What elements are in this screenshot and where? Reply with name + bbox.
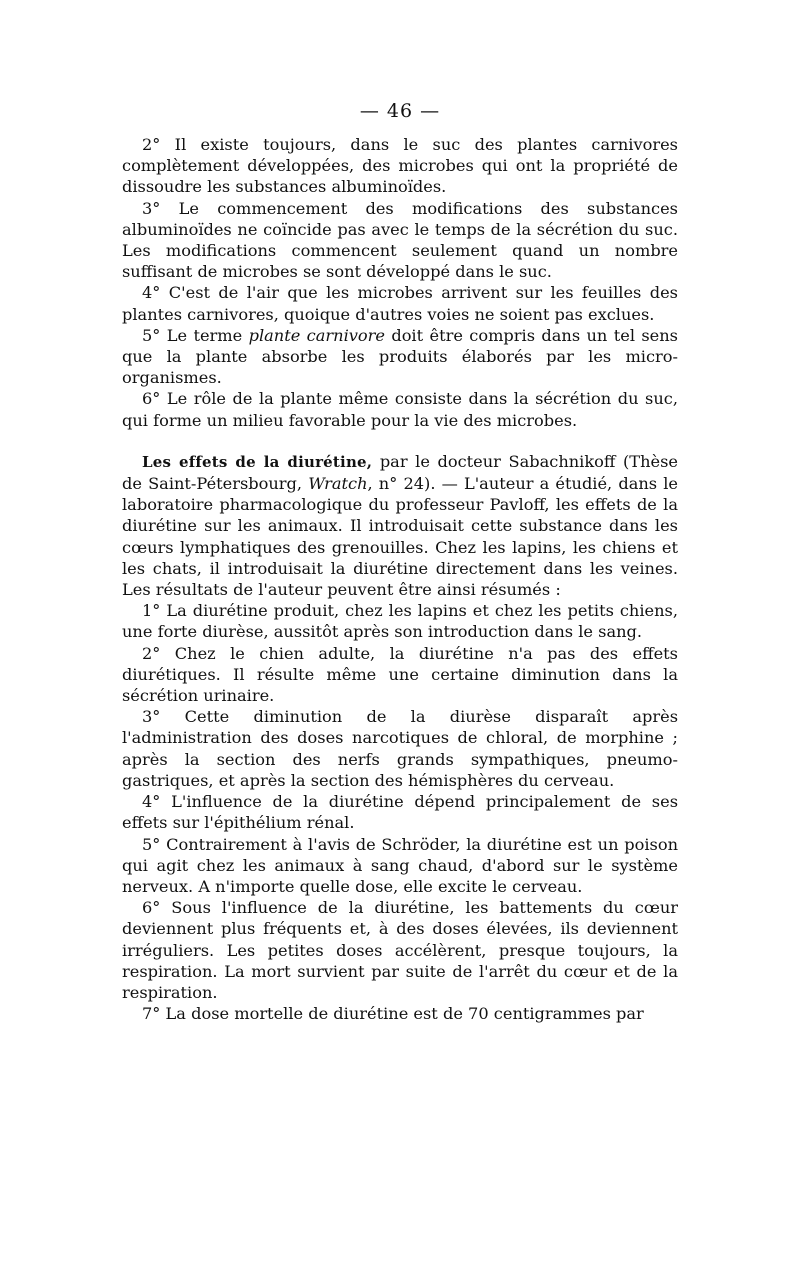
document-page <box>122 100 678 1024</box>
conclusion-item-5-before: 5° Le terme <box>142 325 249 345</box>
conclusion-item-5 <box>122 325 678 389</box>
article-intro <box>122 451 678 600</box>
journal-name: Wratch <box>308 474 368 494</box>
result-item-5: 5° Contrairement à l'avis de Schröder, la diurétine est un poison qui agit chez les animaux à sang chaud, d'abord sur le système nerveux. A n'importe quelle dose, elle excite le cerveau. <box>122 834 678 896</box>
result-item-1: 1° La diurétine produit, chez les lapins et chez les petits chiens, une forte diurèse, aussitôt après son introduction dans le sang. <box>122 601 678 642</box>
article-intro-part-2: , n° 24). — L'auteur a étudié, dans le laboratoire pharmacologique du professeur Pavloff, les effets de la diurétine sur les animaux. Il introduisait cette substance dans les cœurs lymphatiques des grenouilles. Chez les lapins, les chiens et les chats, il introduisait la diurétine directement dans les veines. Les résultats de l'auteur peuvent être ainsi résumés : <box>122 474 678 600</box>
plant-conclusions-list <box>122 134 678 431</box>
conclusion-item-6: 6° Le rôle de la plante même consiste dans la sécrétion du suc, qui forme un milieu favorable pour la vie des microbes. <box>122 389 678 430</box>
result-item-6: 6° Sous l'influence de la diurétine, les battements du cœur deviennent plus fréquents et, à des doses élevées, ils deviennent irréguliers. Les petites doses accélèrent, presque toujours, la respiration. La mort survient par suite de l'arrêt du cœur et de la respiration. <box>122 898 678 1002</box>
article-intro-part-1: par le docteur Sabachnikoff (Thèse de Saint-Pétersbourg, <box>122 451 678 494</box>
conclusion-item-2: 2° Il existe toujours, dans le suc des plantes carnivores complètement développées, des microbes qui ont la propriété de dissoudre les substances albuminoïdes. <box>122 135 678 197</box>
diuretine-article <box>122 451 678 1024</box>
page-number: — 46 — <box>359 100 441 122</box>
result-item-2: 2° Chez le chien adulte, la diurétine n'a pas des effets diurétiques. Il résulte même une certaine diminution dans la sécrétion urinaire. <box>122 643 678 706</box>
conclusion-item-5-after: doit être compris dans un tel sens que la plante absorbe les produits élaborés par les micro-organismes. <box>122 325 678 388</box>
conclusion-item-3: 3° Le commencement des modifications des substances albuminoïdes ne coïncide pas avec le temps de la sécrétion du suc. Les modifications commencent seulement quand un nombre suffisant de microbes se sont développé dans le suc. <box>122 198 678 282</box>
plante-carnivore-term: plante carnivore <box>248 325 385 345</box>
result-item-3: 3° Cette diminution de la diurèse disparaît après l'administration des doses narcotiques de chloral, de morphine ; après la section des nerfs grands sympathiques, pneumo-gastriques, et après la section des hémisphères du cerveau. <box>122 707 678 790</box>
conclusion-item-4: 4° C'est de l'air que les microbes arrivent sur les feuilles des plantes carnivores, quoique d'autres voies ne soient pas exclues. <box>122 283 678 324</box>
result-item-4: 4° L'influence de la diurétine dépend principalement de ses effets sur l'épithélium rénal. <box>122 792 678 833</box>
article-heading: Les effets de la diurétine, <box>142 452 373 471</box>
result-item-7: 7° La dose mortelle de diurétine est de 70 centigrammes par <box>142 1004 644 1024</box>
